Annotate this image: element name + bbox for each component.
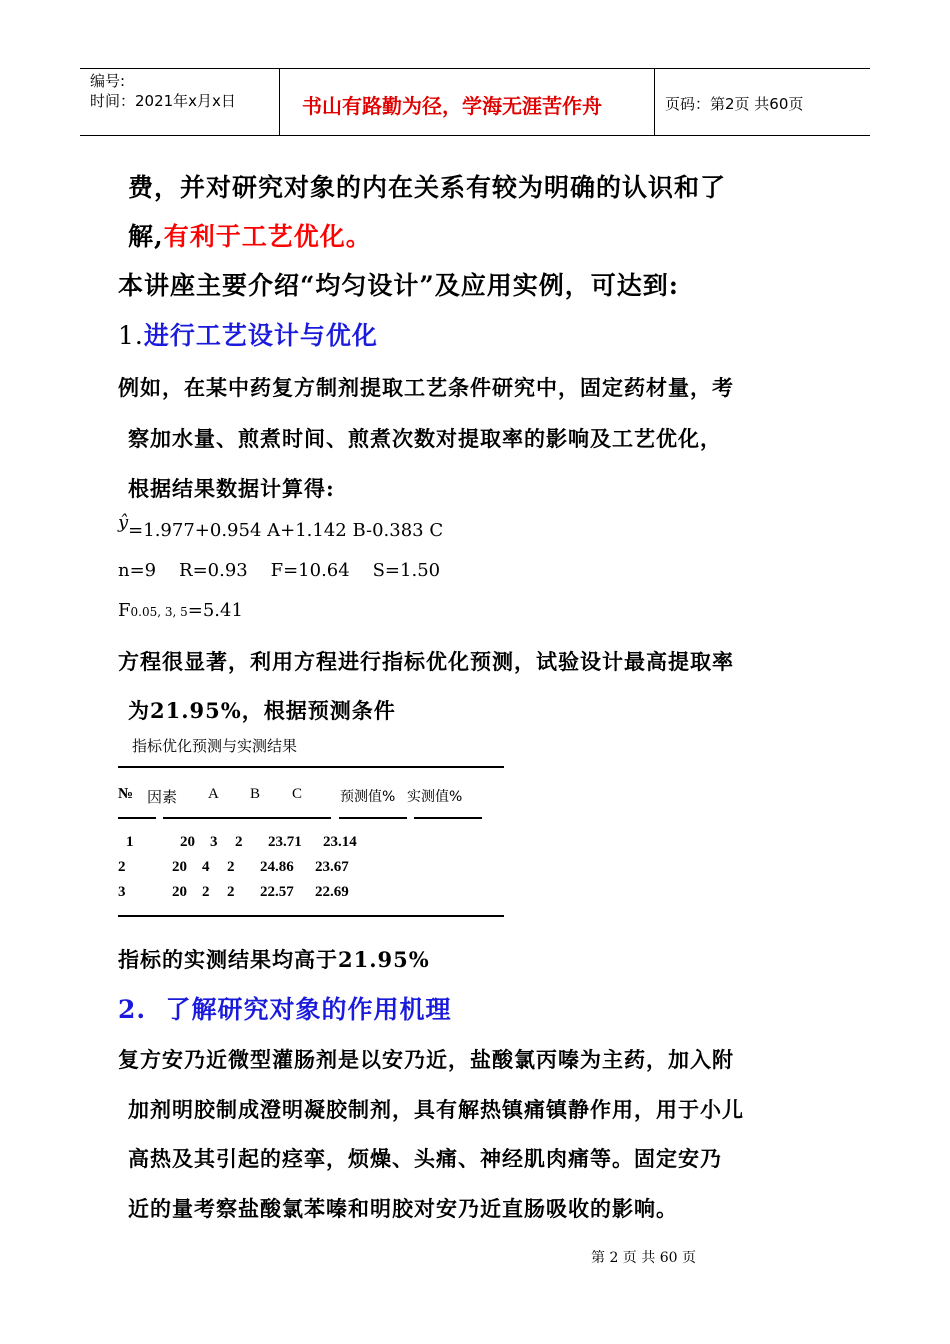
table-header-factor: 因素 bbox=[147, 788, 178, 806]
paragraph-line: 费，并对研究对象的内在关系有较为明确的认识和了 bbox=[128, 173, 727, 202]
table-cell: 2 bbox=[235, 834, 243, 850]
section-1-title: 进行工艺设计与优化 bbox=[143, 321, 378, 350]
table-header-rule bbox=[118, 817, 156, 819]
section-2-heading: 2. 了解研究对象的作用机理 bbox=[118, 995, 452, 1024]
table-cell: 3 bbox=[210, 834, 218, 850]
table-cell: 20 bbox=[172, 859, 187, 875]
mechanism-line: 高热及其引起的痉挛，烦燥、头痛、神经肌肉痛等。固定安乃 bbox=[128, 1146, 722, 1171]
table-cell: 20 bbox=[172, 884, 187, 900]
mechanism-line: 复方安乃近微型灌肠剂是以安乃近，盐酸氯丙嗪为主药，加入附 bbox=[118, 1047, 734, 1072]
f-value: =5.41 bbox=[187, 600, 243, 621]
table-cell: 3 bbox=[118, 884, 126, 900]
footer-page-number: 第 2 页 共 60 页 bbox=[591, 1250, 696, 1266]
header-number-label: 编号: bbox=[90, 72, 126, 90]
statistics-line: n=9 R=0.93 F=10.64 S=1.50 bbox=[118, 560, 441, 581]
mechanism-line: 加剂明胶制成澄明凝胶制剂，具有解热镇痛镇静作用，用于小儿 bbox=[128, 1097, 744, 1122]
section-1-heading bbox=[118, 316, 378, 352]
table-cell: 23.71 bbox=[268, 834, 302, 850]
prediction-line: 为21.95%，根据预测条件 bbox=[128, 698, 396, 723]
example-line: 察加水量、煎煮时间、煎煮次数对提取率的影响及工艺优化， bbox=[128, 426, 722, 451]
highlight-text: 有利于工艺优化。 bbox=[163, 222, 372, 251]
header-page-info: 页码：第2页 共60页 bbox=[665, 95, 804, 113]
table-header-measured: 实测值% bbox=[407, 789, 463, 805]
regression-equation bbox=[118, 512, 444, 541]
header-motto: 书山有路勤为径，学海无涯苦作舟 bbox=[302, 94, 602, 118]
table-cell: 22.57 bbox=[260, 884, 294, 900]
table-header-predicted: 预测值% bbox=[340, 789, 396, 805]
table-cell: 2 bbox=[202, 884, 210, 900]
f-subscript: 0.05, 3, 5 bbox=[130, 605, 188, 619]
table-header-rule bbox=[339, 817, 407, 819]
table-cell: 23.14 bbox=[323, 834, 357, 850]
header-bottom-rule bbox=[80, 135, 870, 136]
header-divider-right bbox=[654, 68, 655, 136]
table-cell: 2 bbox=[227, 859, 235, 875]
paragraph-text: 解, bbox=[128, 222, 164, 251]
table-cell: 4 bbox=[202, 859, 210, 875]
table-top-rule bbox=[118, 766, 504, 768]
table-header-b: B bbox=[250, 786, 261, 802]
f-symbol: F bbox=[118, 600, 131, 621]
prediction-line: 方程很显著，利用方程进行指标优化预测，试验设计最高提取率 bbox=[118, 649, 734, 674]
intro-line: 本讲座主要介绍“均匀设计”及应用实例，可达到: bbox=[118, 271, 679, 300]
mechanism-line: 近的量考察盐酸氯苯嗪和明胶对安乃近直肠吸收的影响。 bbox=[128, 1196, 678, 1221]
table-caption: 指标优化预测与实测结果 bbox=[132, 737, 298, 755]
table-header-no: № bbox=[118, 786, 134, 802]
header-time-label: 时间：2021年x月x日 bbox=[90, 92, 236, 110]
y-hat-symbol: ŷ bbox=[118, 512, 129, 533]
table-header-a: A bbox=[208, 786, 219, 802]
table-cell: 20 bbox=[180, 834, 195, 850]
table-header-rule bbox=[414, 817, 482, 819]
table-bottom-rule bbox=[118, 915, 504, 917]
result-line: 指标的实测结果均高于21.95% bbox=[118, 947, 430, 972]
section-1-number: 1. bbox=[118, 321, 144, 350]
paragraph-line bbox=[128, 217, 372, 253]
table-cell: 2 bbox=[227, 884, 235, 900]
table-cell: 23.67 bbox=[315, 859, 349, 875]
table-cell: 2 bbox=[118, 859, 126, 875]
f-critical-line bbox=[118, 600, 243, 621]
header-top-rule bbox=[80, 68, 870, 69]
table-cell: 1 bbox=[126, 834, 134, 850]
table-cell: 24.86 bbox=[260, 859, 294, 875]
example-line: 根据结果数据计算得: bbox=[128, 476, 335, 501]
table-header-rule bbox=[163, 817, 331, 819]
table-header-c: C bbox=[292, 786, 303, 802]
equation-text: =1.977+0.954 A+1.142 B-0.383 C bbox=[128, 520, 444, 541]
header-divider-left bbox=[279, 68, 280, 136]
example-line: 例如，在某中药复方制剂提取工艺条件研究中，固定药材量，考 bbox=[118, 375, 734, 400]
table-cell: 22.69 bbox=[315, 884, 349, 900]
